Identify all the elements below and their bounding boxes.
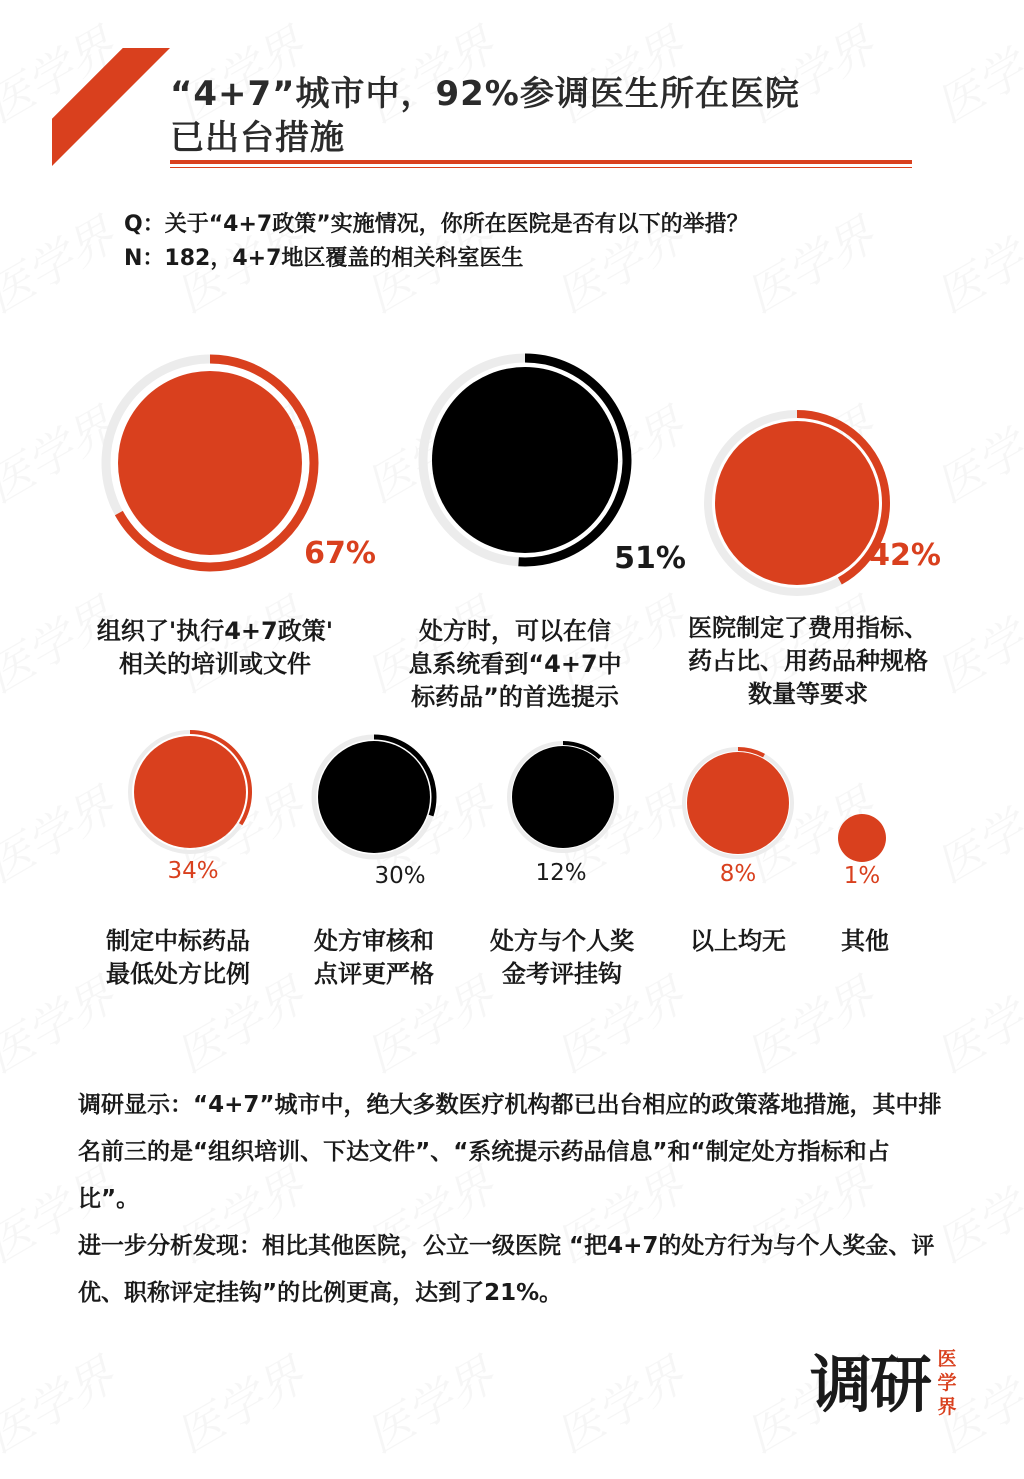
bubble-value-label: 34% <box>167 858 219 884</box>
brand-logo <box>810 1345 970 1435</box>
bubble-value-label: 67% <box>304 536 376 571</box>
bubble-value-label: 12% <box>535 860 587 886</box>
bubble-value-label: 42% <box>869 538 941 573</box>
title-line-1: “4+7”城市中，92%参调医生所在医院 <box>170 74 800 114</box>
bubble-value-label: 8% <box>719 861 757 887</box>
bubble <box>134 736 246 848</box>
bubble <box>118 371 302 555</box>
bubble-category-label-line: 组织了'执行4+7政策' <box>96 617 334 645</box>
bubble-value-label: 51% <box>614 541 686 576</box>
watermark-text <box>543 1340 696 1466</box>
bubble-category-label-line: 处方审核和 <box>314 927 434 955</box>
logo-main-text: 调研 <box>810 1348 931 1421</box>
summary-text <box>78 1082 948 1317</box>
bubble-category-label-line: 最低处方比例 <box>106 960 250 988</box>
logo-side-char: 医 <box>937 1348 957 1370</box>
bubble <box>687 752 789 854</box>
bubble-category-label-line: 标药品”的首选提示 <box>411 683 619 711</box>
bubble-category-label-line: 息系统看到“4+7中 <box>408 650 622 678</box>
logo-side-char: 界 <box>937 1396 957 1418</box>
bubble-category-label-line: 医院制定了费用指标、 <box>688 614 928 642</box>
watermark-text <box>0 1340 125 1466</box>
bubble-category-label-line: 以上均无 <box>690 927 786 955</box>
bubble-category-label-line: 数量等要求 <box>748 680 868 708</box>
bubble-category-label <box>715 925 1015 958</box>
bubble-value-label: 30% <box>374 863 426 889</box>
bubble <box>715 421 879 585</box>
bubble-category-label-line: 金考评挂钩 <box>502 960 622 988</box>
watermark-text <box>163 1340 316 1466</box>
bubble <box>512 746 614 848</box>
bubble-category-label <box>65 615 365 681</box>
sample-note: N：182，4+7地区覆盖的相关科室医生 <box>124 246 524 271</box>
bubble <box>838 814 886 862</box>
bubble <box>432 367 618 553</box>
survey-question: Q：关于“4+7政策”实施情况，你所在医院是否有以下的举措？ <box>124 212 749 237</box>
logo-side-char: 学 <box>937 1372 957 1394</box>
bubble-category-label-line: 其他 <box>841 927 889 955</box>
title-line-2: 已出台措施 <box>170 118 345 158</box>
bubble-category-label-line: 处方与个人奖 <box>490 927 634 955</box>
summary-paragraph-2: 进一步分析发现：相比其他医院，公立一级医院 “把4+7的处方行为与个人奖金、评优、职称评定挂钩”的比例更高，达到了21%。 <box>78 1233 935 1306</box>
bubble-category-label-line: 相关的培训或文件 <box>119 650 311 678</box>
bubble-category-label <box>658 612 958 711</box>
bubble-category-label-line: 处方时，可以在信 <box>419 617 611 645</box>
bubble-value-label: 1% <box>843 863 881 889</box>
bubble-category-label <box>365 615 665 714</box>
bubble <box>318 741 430 853</box>
bubble-category-label-line: 制定中标药品 <box>106 927 250 955</box>
bubble-category-label-line: 药占比、用药品种规格 <box>688 647 928 675</box>
bubble-category-label-line: 点评更严格 <box>314 960 434 988</box>
watermark-text <box>353 1340 506 1466</box>
logo-side-text <box>936 1347 958 1419</box>
summary-paragraph-1: 调研显示：“4+7”城市中，绝大多数医疗机构都已出台相应的政策落地措施，其中排名前三的是“组织培训、下达文件”、“系统提示药品信息”和“制定处方指标和占比”。 <box>78 1092 942 1212</box>
